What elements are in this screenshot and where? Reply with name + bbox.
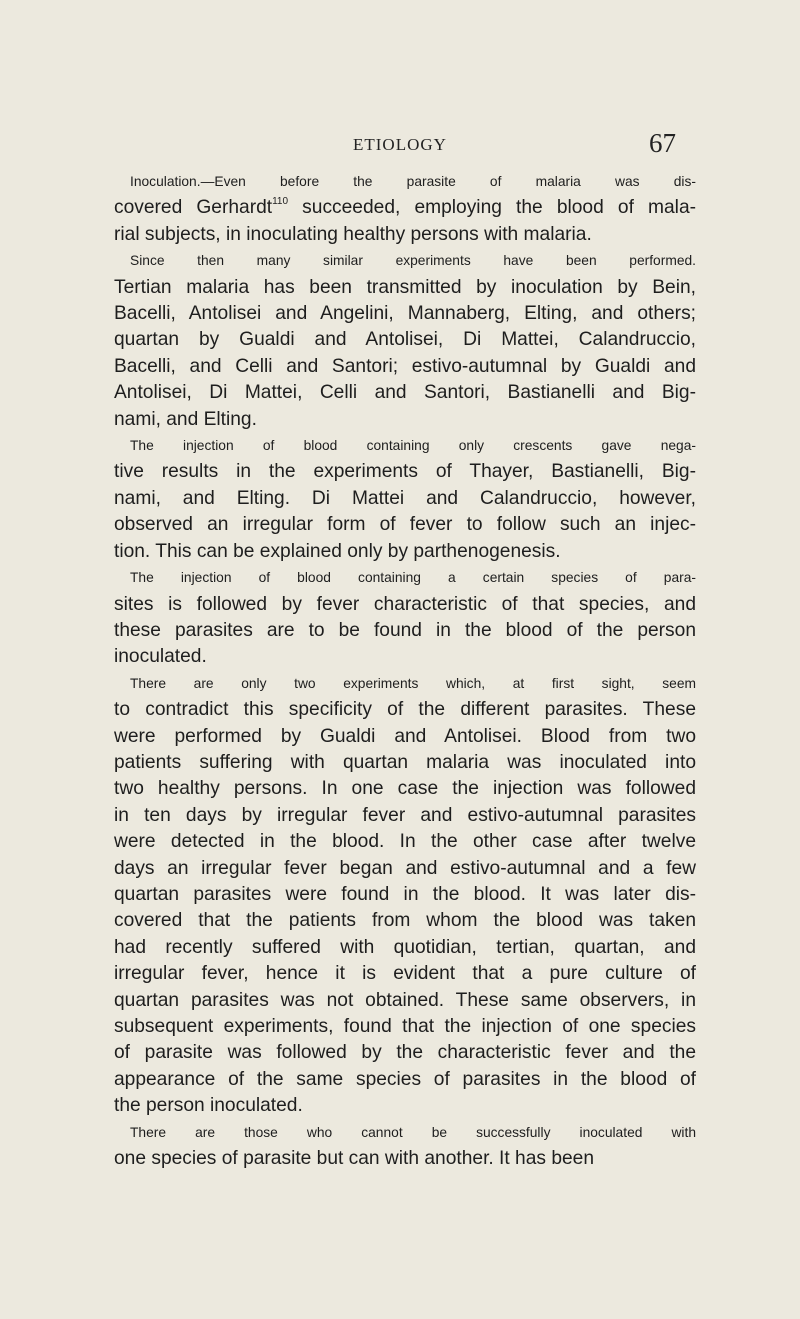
text-line: inoculated. xyxy=(114,646,207,668)
text-line: one species of parasite but can with another. It has been xyxy=(114,1148,595,1170)
text-line: tion. This can be explained only by parthenogenesis. xyxy=(114,540,561,562)
text-line: in ten days by irregular fever and estivo-autumnal parasites xyxy=(114,804,696,826)
body-text xyxy=(114,169,696,1172)
paragraph xyxy=(114,248,696,433)
text-line: Bacelli, and Celli and Santori; estivo-autumnal by Gualdi and xyxy=(114,355,696,377)
text-line: quartan parasites was not obtained. These same observers, in xyxy=(114,989,696,1011)
text-line: The injection of blood containing only crescents gave nega- xyxy=(130,438,696,454)
text-line: irregular fever, hence it is evident that a pure culture of xyxy=(114,963,696,985)
text-line: had recently suffered with quotidian, tertian, quartan, and xyxy=(114,936,696,958)
text-line: The injection of blood containing a certain species of para- xyxy=(130,570,696,586)
text-line: nami, and Elting. Di Mattei and Calandruccio, however, xyxy=(114,487,696,509)
running-head-title: ETIOLOGY xyxy=(353,135,447,154)
text-line: covered that the patients from whom the blood was taken xyxy=(114,910,696,932)
text-line: patients suffering with quartan malaria was inoculated into xyxy=(114,751,696,773)
paragraph xyxy=(114,169,696,248)
text-line: subsequent experiments, found that the injection of one species xyxy=(114,1016,696,1037)
text-line: to contradict this specificity of the different parasites. These xyxy=(114,699,696,721)
text-line: Since then many similar experiments have been performed. xyxy=(130,253,696,269)
paragraph xyxy=(114,433,696,565)
text-line: appearance of the same species of parasites in the blood of xyxy=(114,1068,696,1090)
text-line: quartan parasites were found in the blood. It was later dis- xyxy=(114,883,696,905)
text-line: were detected in the blood. In the other case after twelve xyxy=(114,831,696,853)
text-line: two healthy persons. In one case the injection was followed xyxy=(114,778,696,800)
text-line: nami, and Elting. xyxy=(114,408,257,430)
page-number: 67 xyxy=(649,128,676,158)
text-line: of parasite was followed by the characteristic fever and the xyxy=(114,1042,696,1064)
text-line: Inoculation.—Even before the parasite of malaria was dis- xyxy=(130,174,696,189)
footnote-reference: 110 xyxy=(272,196,289,208)
text-line: Bacelli, Antolisei and Angelini, Mannaberg, Elting, and others; xyxy=(114,303,696,325)
text-line: There are those who cannot be successfully inoculated with xyxy=(130,1124,696,1140)
text-line: observed an irregular form of fever to follow such an injec- xyxy=(114,514,696,536)
paragraph xyxy=(114,671,696,1120)
text-line: the person inoculated. xyxy=(114,1095,303,1117)
text-line: There are only two experiments which, at first sight, seem xyxy=(130,675,696,691)
text-line: quartan by Gualdi and Antolisei, Di Mattei, Calandruccio, xyxy=(114,329,696,351)
text-line: covered Gerhardt$^{110}$ succeeded, employing the blood of mala- xyxy=(114,196,697,219)
text-line: Antolisei, Di Mattei, Celli and Santori, Bastianelli and Big- xyxy=(114,382,696,404)
text-line: sites is followed by fever characteristic of that species, and xyxy=(114,593,696,615)
text-line: tive results in the experiments of Thayer, Bastianelli, Big- xyxy=(114,461,696,483)
paragraph xyxy=(114,565,696,671)
text-line: these parasites are to be found in the blood of the person xyxy=(114,619,696,641)
text-line: were performed by Gualdi and Antolisei. Blood from two xyxy=(114,725,696,747)
text-line: days an irregular fever began and estivo-autumnal and a few xyxy=(114,857,696,879)
text-line: rial subjects, in inoculating healthy persons with malaria. xyxy=(114,223,592,245)
paragraph xyxy=(114,1120,696,1173)
text-line: Tertian malaria has been transmitted by inoculation by Bein, xyxy=(114,276,696,298)
